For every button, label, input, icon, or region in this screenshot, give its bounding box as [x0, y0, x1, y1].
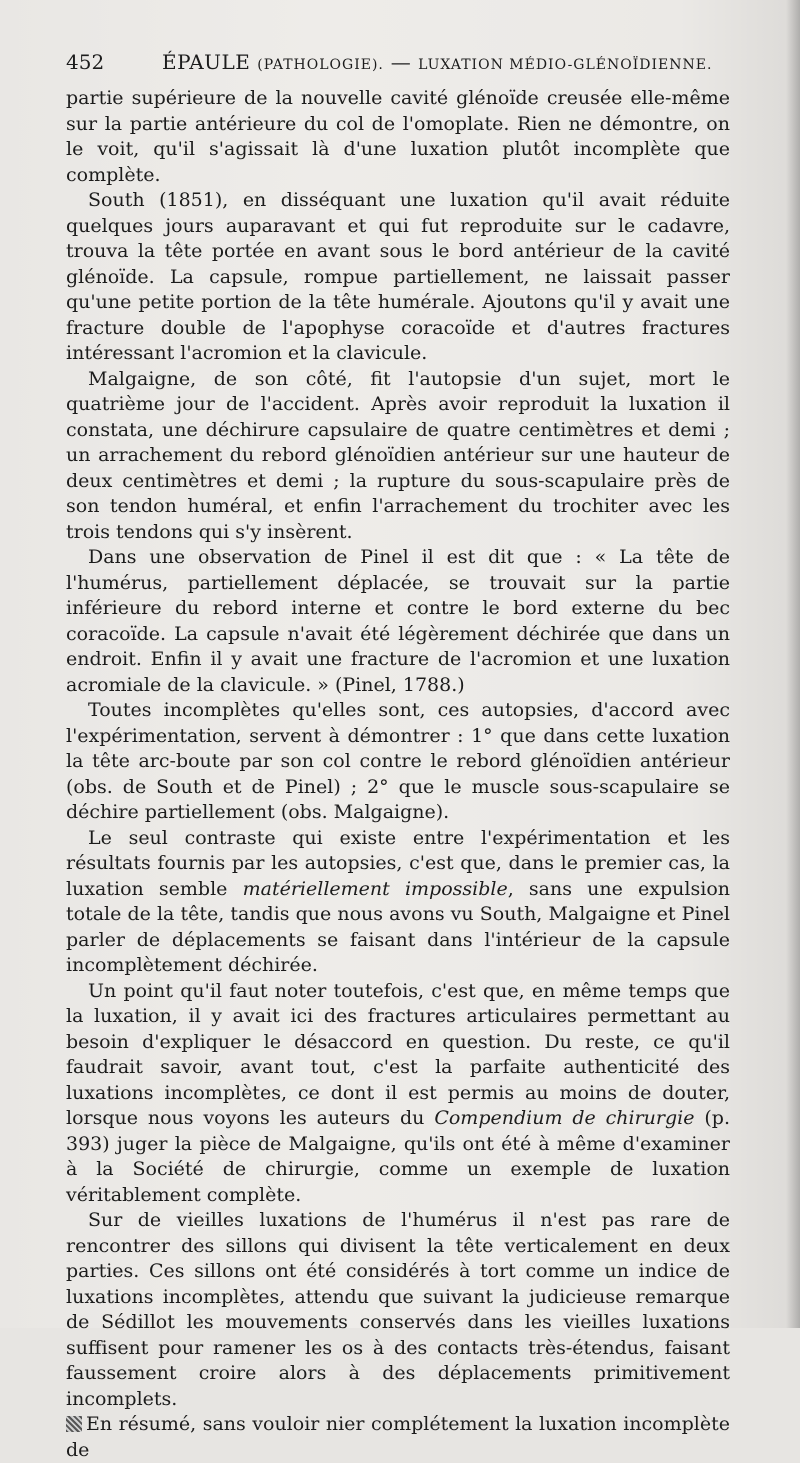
paragraph-9-text: En résumé, sans vouloir nier complétement la luxation incomplète de — [66, 1413, 730, 1461]
paragraph-6-italic: matériellement impossible — [242, 877, 508, 900]
paragraph-7 — [66, 979, 730, 1209]
paragraph-7-italic: Compendium de chirurgie — [434, 1107, 695, 1129]
paragraph-8: Sur de vieilles luxations de l'humérus il n'est pas rare de rencontrer des sillons qui divisent la tête verticalement en deux parties. Ces sillons ont été considérés à tort comme un indice de luxations incomplètes, attendu que suivant la judicieuse remarque de Sédillot les mouvements conservés dans les vieilles luxations suffisent pour ramener les os à des contacts très-étendus, faisant faussement croire alors à des déplacements primitivement incomplets. — [66, 1209, 730, 1410]
header-dash: — — [390, 50, 412, 74]
header-subtitle: (PATHOLOGIE). — [257, 57, 384, 73]
paragraph-6 — [66, 826, 730, 979]
paragraph-5: Toutes incomplètes qu'elles sont, ces autopsies, d'accord avec l'expérimentation, servent à démontrer : 1° que dans cette luxation la tête arc-boute par son col contre le rebord glénoïdien antérieur (obs. de South et de Pinel) ; 2° que le muscle sous-scapulaire se déchire partiellement (obs. Malgaigne). — [66, 699, 730, 823]
running-header — [66, 48, 730, 76]
paragraph-7-end: (p. 393) juger la pièce de Malgaigne, qu'ils ont été à même d'examiner à la Société de chirurgie, comme un exemple de luxation véritablement complète. — [66, 1107, 731, 1206]
page-edge-shadow — [786, 0, 800, 1328]
header-section: LUXATION MÉDIO-GLÉNOÏDIENNE. — [418, 57, 713, 73]
paragraph-6-end: , sans une expulsion totale de la tête, tandis que nous avons vu South, Malgaigne et Pinel parler de déplacements se faisant dans l'intérieur de la capsule incomplètement déchirée. — [66, 877, 730, 976]
paragraph-3: Malgaigne, de son côté, fit l'autopsie d'un sujet, mort le quatrième jour de l'accident. Après avoir reproduit la luxation il constata, une déchirure capsulaire de quatre centimètres et demi ; un arrachement du rebord glénoïdien antérieur sur une hauteur de deux centimètres et demi ; la rupture du sous-scapulaire près de son tendon huméral, et enfin l'arrachement du trochiter avec les trois tendons qui s'y insèrent. — [66, 367, 730, 543]
paragraph-1: partie supérieure de la nouvelle cavité glénoïde creusée elle-même sur la partie antérieure du col de l'omoplate. Rien ne démontre, on le voit, qu'il s'agissait là d'une luxation plutôt incomplète que complète. — [66, 87, 730, 186]
page-number: 452 — [66, 50, 105, 74]
pointing-hand-icon — [66, 1416, 82, 1432]
paragraph-6-start: Le seul contraste qui existe entre l'expérimentation et les résultats fournis par les autopsies, c'est que, dans le premier cas, la luxation semble — [66, 826, 730, 900]
body-text — [66, 86, 730, 1463]
paragraph-9 — [66, 1412, 730, 1463]
paragraph-4: Dans une observation de Pinel il est dit que : « La tête de l'humérus, partiellement déplacée, se trouvait sur la partie inférieure du rebord interne et contre le bord externe du bec coracoïde. La capsule n'avait été légèrement déchirée que dans un endroit. Enfin il y avait une fracture de l'acromion et une luxation acromiale de la clavicule. » (Pinel, 1788.) — [66, 546, 730, 696]
header-title: ÉPAULE — [162, 50, 251, 74]
paragraph-2: South (1851), en disséquant une luxation qu'il avait réduite quelques jours auparavant et qui fut reproduite sur le cadavre, trouva la tête portée en avant sous le bord antérieur de la cavité glénoïde. La capsule, rompue partiellement, ne laissait passer qu'une petite portion de la tête humérale. Ajoutons qu'il y avait une fracture double de l'apophyse coracoïde et d'autres fractures intéressant l'acromion et la clavicule. — [66, 189, 730, 364]
paragraph-7-start: Un point qu'il faut noter toutefois, c'est que, en même temps que la luxation, il y avait ici des fractures articulaires permettant au besoin d'expliquer le désaccord en question. Du reste, ce qu'il faudrait savoir, avant tout, c'est la parfaite authenticité des luxations incomplètes, ce dont il est permis au moins de douter, lorsque nous voyons les auteurs du — [66, 979, 730, 1129]
running-title — [162, 48, 712, 79]
